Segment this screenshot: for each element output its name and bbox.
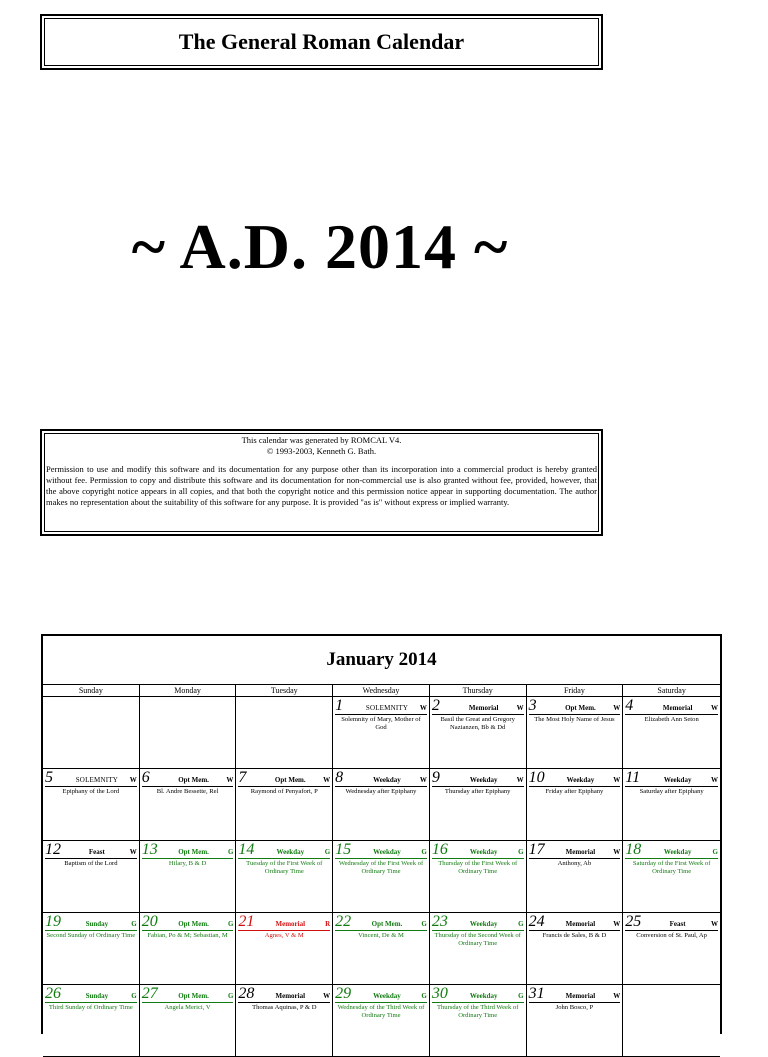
liturgical-rank: Weekday bbox=[469, 920, 498, 928]
celebration-name: Anthony, Ab bbox=[557, 860, 592, 867]
day-header bbox=[625, 698, 718, 715]
liturgical-color: W bbox=[516, 704, 524, 712]
day-number: 24 bbox=[528, 913, 545, 930]
day-cell bbox=[623, 697, 720, 769]
day-number: 12 bbox=[45, 841, 61, 858]
empty-day-cell bbox=[236, 697, 333, 769]
day-number: 14 bbox=[238, 841, 255, 858]
celebration-name: Basil the Great and Gregory Nazianzen, Bb & Dd bbox=[440, 716, 515, 731]
day-cell bbox=[43, 769, 140, 841]
day-cell bbox=[333, 841, 430, 913]
liturgical-rank: Memorial bbox=[565, 992, 596, 1000]
day-cell bbox=[623, 913, 720, 985]
day-cell bbox=[430, 769, 527, 841]
liturgical-color: W bbox=[226, 776, 234, 784]
day-header bbox=[238, 842, 330, 859]
day-number: 15 bbox=[335, 841, 352, 858]
weekday-header: Tuesday bbox=[236, 685, 333, 697]
liturgical-color: W bbox=[129, 776, 137, 784]
day-number: 21 bbox=[238, 913, 255, 930]
day-number: 10 bbox=[528, 769, 545, 786]
liturgical-color: G bbox=[518, 848, 524, 856]
celebration-name: Angela Merici, V bbox=[164, 1004, 211, 1011]
day-cell bbox=[333, 913, 430, 985]
day-cell bbox=[430, 913, 527, 985]
liturgical-color: G bbox=[421, 992, 427, 1000]
celebration-name: Wednesday of the Third Week of Ordinary Time bbox=[337, 1004, 425, 1019]
day-header bbox=[142, 770, 234, 787]
celebration-name: Tuesday of the First Week of Ordinary Time bbox=[246, 860, 323, 875]
celebration-name: Francis de Sales, B & D bbox=[542, 932, 607, 939]
liturgical-rank: Memorial bbox=[565, 920, 596, 928]
day-cell bbox=[527, 913, 624, 985]
liturgical-rank: Opt Mem. bbox=[178, 992, 209, 1000]
liturgical-rank: Memorial bbox=[565, 848, 596, 856]
liturgical-color: R bbox=[325, 920, 331, 928]
day-cell bbox=[140, 769, 237, 841]
celebration-name: John Bosco, P bbox=[555, 1004, 594, 1011]
day-cell bbox=[236, 769, 333, 841]
day-header bbox=[432, 986, 524, 1003]
day-header bbox=[335, 770, 427, 787]
day-number: 31 bbox=[528, 985, 545, 1002]
day-grid bbox=[43, 697, 720, 1057]
day-header bbox=[432, 842, 524, 859]
day-header bbox=[45, 842, 137, 859]
liturgical-color: W bbox=[419, 776, 427, 784]
day-cell bbox=[236, 841, 333, 913]
empty-day-cell bbox=[140, 697, 237, 769]
day-cell bbox=[43, 913, 140, 985]
celebration-name: Thomas Aquinas, P & D bbox=[252, 1004, 317, 1011]
celebration-name: Baptism of the Lord bbox=[64, 860, 118, 867]
day-header bbox=[335, 698, 427, 715]
liturgical-color: W bbox=[711, 776, 718, 784]
weekday-header: Wednesday bbox=[333, 685, 430, 697]
day-number: 19 bbox=[45, 913, 61, 930]
empty-day-cell bbox=[43, 697, 140, 769]
day-header bbox=[335, 914, 427, 931]
liturgical-color: W bbox=[711, 704, 718, 712]
notice-generated-line: This calendar was generated by ROMCAL V4. bbox=[241, 435, 402, 445]
month-title: January 2014 bbox=[43, 636, 720, 685]
day-header bbox=[142, 842, 234, 859]
liturgical-rank: Opt Mem. bbox=[178, 776, 209, 784]
day-header bbox=[142, 914, 234, 931]
celebration-name: Fabian, Po & M; Sebastian, M bbox=[147, 932, 228, 939]
celebration-name: Hilary, B & D bbox=[168, 860, 207, 867]
day-header bbox=[625, 770, 718, 787]
month-calendar bbox=[41, 634, 722, 1034]
celebration-name: Third Sunday of Ordinary Time bbox=[48, 1004, 133, 1011]
day-cell bbox=[623, 769, 720, 841]
day-header bbox=[238, 914, 330, 931]
day-number: 1 bbox=[335, 697, 344, 714]
celebration-name: Saturday of the First Week of Ordinary Time bbox=[632, 860, 711, 875]
liturgical-color: G bbox=[518, 992, 524, 1000]
day-number: 26 bbox=[45, 985, 61, 1002]
empty-day-cell bbox=[623, 985, 720, 1057]
day-number: 20 bbox=[141, 913, 158, 930]
liturgical-color: W bbox=[613, 776, 621, 784]
day-header bbox=[238, 770, 330, 787]
liturgical-color: G bbox=[421, 920, 427, 928]
liturgical-rank: Sunday bbox=[85, 920, 109, 928]
day-number: 13 bbox=[141, 841, 158, 858]
day-cell bbox=[527, 697, 624, 769]
liturgical-color: W bbox=[613, 992, 621, 1000]
liturgical-rank: Feast bbox=[88, 848, 105, 856]
liturgical-color: G bbox=[227, 848, 234, 856]
celebration-name: Friday after Epiphany bbox=[545, 788, 604, 795]
celebration-name: Wednesday after Epiphany bbox=[345, 788, 417, 795]
celebration-name: Wednesday of the First Week of Ordinary Time bbox=[338, 860, 424, 875]
day-number: 11 bbox=[625, 769, 641, 786]
liturgical-rank: Sunday bbox=[85, 992, 109, 1000]
celebration-name: Elizabeth Ann Seton bbox=[644, 716, 699, 723]
day-header bbox=[432, 698, 524, 715]
day-number: 6 bbox=[141, 769, 150, 786]
day-cell bbox=[140, 985, 237, 1057]
day-cell bbox=[623, 841, 720, 913]
day-cell bbox=[430, 841, 527, 913]
day-number: 9 bbox=[431, 769, 440, 786]
celebration-name: Thursday of the First Week of Ordinary Time bbox=[438, 860, 518, 875]
liturgical-rank: Weekday bbox=[469, 776, 498, 784]
notice-copyright-line: © 1993-2003, Kenneth G. Bath. bbox=[266, 446, 377, 456]
day-number: 7 bbox=[238, 769, 247, 786]
liturgical-color: W bbox=[516, 776, 524, 784]
liturgical-color: W bbox=[419, 704, 427, 712]
liturgical-color: G bbox=[227, 920, 234, 928]
day-number: 29 bbox=[335, 985, 352, 1002]
day-header bbox=[529, 986, 621, 1003]
day-number: 27 bbox=[141, 985, 158, 1002]
liturgical-rank: Weekday bbox=[469, 848, 498, 856]
liturgical-color: G bbox=[131, 992, 137, 1000]
liturgical-color: W bbox=[129, 848, 137, 856]
day-number: 22 bbox=[335, 913, 352, 930]
celebration-name: The Most Holy Name of Jesus bbox=[534, 716, 615, 723]
liturgical-rank: Weekday bbox=[469, 992, 498, 1000]
celebration-name: Solemnity of Mary, Mother of God bbox=[341, 716, 421, 731]
weekday-header: Sunday bbox=[43, 685, 140, 697]
day-header bbox=[529, 698, 621, 715]
day-number: 25 bbox=[625, 913, 642, 930]
liturgical-color: W bbox=[711, 920, 718, 928]
celebration-name: Thursday of the Second Week of Ordinary Time bbox=[434, 932, 521, 947]
liturgical-rank: Weekday bbox=[276, 848, 305, 856]
day-number: 3 bbox=[528, 697, 537, 714]
celebration-name: Saturday after Epiphany bbox=[639, 788, 704, 795]
liturgical-rank: Memorial bbox=[662, 704, 693, 712]
day-header bbox=[432, 914, 524, 931]
day-cell bbox=[43, 841, 140, 913]
day-cell bbox=[430, 697, 527, 769]
liturgical-rank: Feast bbox=[669, 920, 686, 928]
liturgical-color: G bbox=[131, 920, 137, 928]
celebration-name: Epiphany of the Lord bbox=[62, 788, 120, 795]
celebration-name: Thursday of the Third Week of Ordinary Time bbox=[436, 1004, 519, 1019]
weekday-header: Friday bbox=[527, 685, 624, 697]
weekday-header-row bbox=[43, 685, 720, 697]
day-header bbox=[142, 986, 234, 1003]
day-header bbox=[529, 770, 621, 787]
day-cell bbox=[236, 985, 333, 1057]
liturgical-color: G bbox=[518, 920, 524, 928]
page-title: The General Roman Calendar bbox=[178, 29, 465, 54]
day-cell bbox=[527, 769, 624, 841]
liturgical-rank: Opt Mem. bbox=[178, 920, 209, 928]
liturgical-rank: Weekday bbox=[663, 848, 692, 856]
liturgical-rank: Opt Mem. bbox=[565, 704, 596, 712]
liturgical-color: W bbox=[323, 776, 331, 784]
day-cell bbox=[140, 841, 237, 913]
day-header bbox=[335, 986, 427, 1003]
day-header bbox=[529, 842, 621, 859]
day-header bbox=[45, 914, 137, 931]
liturgical-rank: Opt Mem. bbox=[178, 848, 209, 856]
liturgical-rank: SOLEMNITY bbox=[75, 776, 118, 784]
day-header bbox=[625, 914, 718, 931]
liturgical-rank: Memorial bbox=[275, 920, 306, 928]
celebration-name: Raymond of Penyafort, P bbox=[250, 788, 318, 795]
day-number: 28 bbox=[238, 985, 255, 1002]
weekday-header: Monday bbox=[140, 685, 237, 697]
day-number: 2 bbox=[431, 697, 440, 714]
day-header bbox=[238, 986, 330, 1003]
liturgical-color: W bbox=[613, 920, 621, 928]
liturgical-color: G bbox=[324, 848, 331, 856]
title-box bbox=[40, 14, 603, 70]
celebration-name: Second Sunday of Ordinary Time bbox=[46, 932, 136, 939]
liturgical-rank: Weekday bbox=[373, 848, 401, 856]
day-cell bbox=[430, 985, 527, 1057]
liturgical-color: G bbox=[421, 848, 427, 856]
liturgical-rank: Weekday bbox=[373, 776, 401, 784]
liturgical-rank: Weekday bbox=[566, 776, 595, 784]
day-header bbox=[45, 986, 137, 1003]
liturgical-rank: Memorial bbox=[275, 992, 306, 1000]
day-cell bbox=[333, 769, 430, 841]
weekday-header: Saturday bbox=[623, 685, 720, 697]
day-number: 30 bbox=[431, 985, 448, 1002]
day-header bbox=[335, 842, 427, 859]
day-cell bbox=[333, 697, 430, 769]
day-header bbox=[529, 914, 621, 931]
day-cell bbox=[527, 841, 624, 913]
day-number: 23 bbox=[431, 913, 448, 930]
liturgical-rank: Memorial bbox=[468, 704, 499, 712]
day-number: 17 bbox=[528, 841, 545, 858]
celebration-name: Conversion of St. Paul, Ap bbox=[636, 932, 707, 939]
celebration-name: Vincent, De & M bbox=[358, 932, 404, 939]
day-number: 4 bbox=[625, 697, 634, 714]
notice-permission-text: Permission to use and modify this software and its documentation for any purpose other than its incorporation into a commercial product is hereby granted without fee. Permission to copy and distribute this software and its documentation for non-commercial use is also granted without fee, provided, however, that the above copyright notice appears in all copies, and that both the copyright notice and this permission notice appear in supporting documentation. The author makes no representation about the suitability of this software for any purpose. It is provided "as is" without express or implied warranty. bbox=[46, 464, 597, 507]
weekday-header: Thursday bbox=[430, 685, 527, 697]
day-header bbox=[45, 770, 137, 787]
liturgical-rank: SOLEMNITY bbox=[365, 704, 409, 712]
liturgical-color: W bbox=[613, 704, 621, 712]
day-header bbox=[625, 842, 718, 859]
day-cell bbox=[140, 913, 237, 985]
year-banner: ~ A.D. 2014 ~ bbox=[131, 211, 509, 282]
celebration-name: Agnes, V & M bbox=[264, 932, 304, 939]
liturgical-color: G bbox=[227, 992, 234, 1000]
day-number: 18 bbox=[625, 841, 642, 858]
license-notice bbox=[40, 429, 603, 536]
liturgical-color: W bbox=[323, 992, 331, 1000]
day-cell bbox=[333, 985, 430, 1057]
celebration-name: Thursday after Epiphany bbox=[444, 788, 511, 795]
liturgical-color: W bbox=[613, 848, 621, 856]
day-number: 5 bbox=[45, 769, 53, 786]
day-cell bbox=[527, 985, 624, 1057]
day-number: 16 bbox=[431, 841, 448, 858]
liturgical-rank: Opt Mem. bbox=[274, 776, 306, 784]
liturgical-rank: Weekday bbox=[373, 992, 401, 1000]
day-cell bbox=[236, 913, 333, 985]
day-number: 8 bbox=[335, 769, 344, 786]
liturgical-rank: Weekday bbox=[663, 776, 692, 784]
day-cell bbox=[43, 985, 140, 1057]
liturgical-color: G bbox=[712, 848, 718, 856]
day-header bbox=[432, 770, 524, 787]
celebration-name: Bl. Andre Bessette, Rel bbox=[156, 788, 219, 795]
liturgical-rank: Opt Mem. bbox=[371, 920, 403, 928]
